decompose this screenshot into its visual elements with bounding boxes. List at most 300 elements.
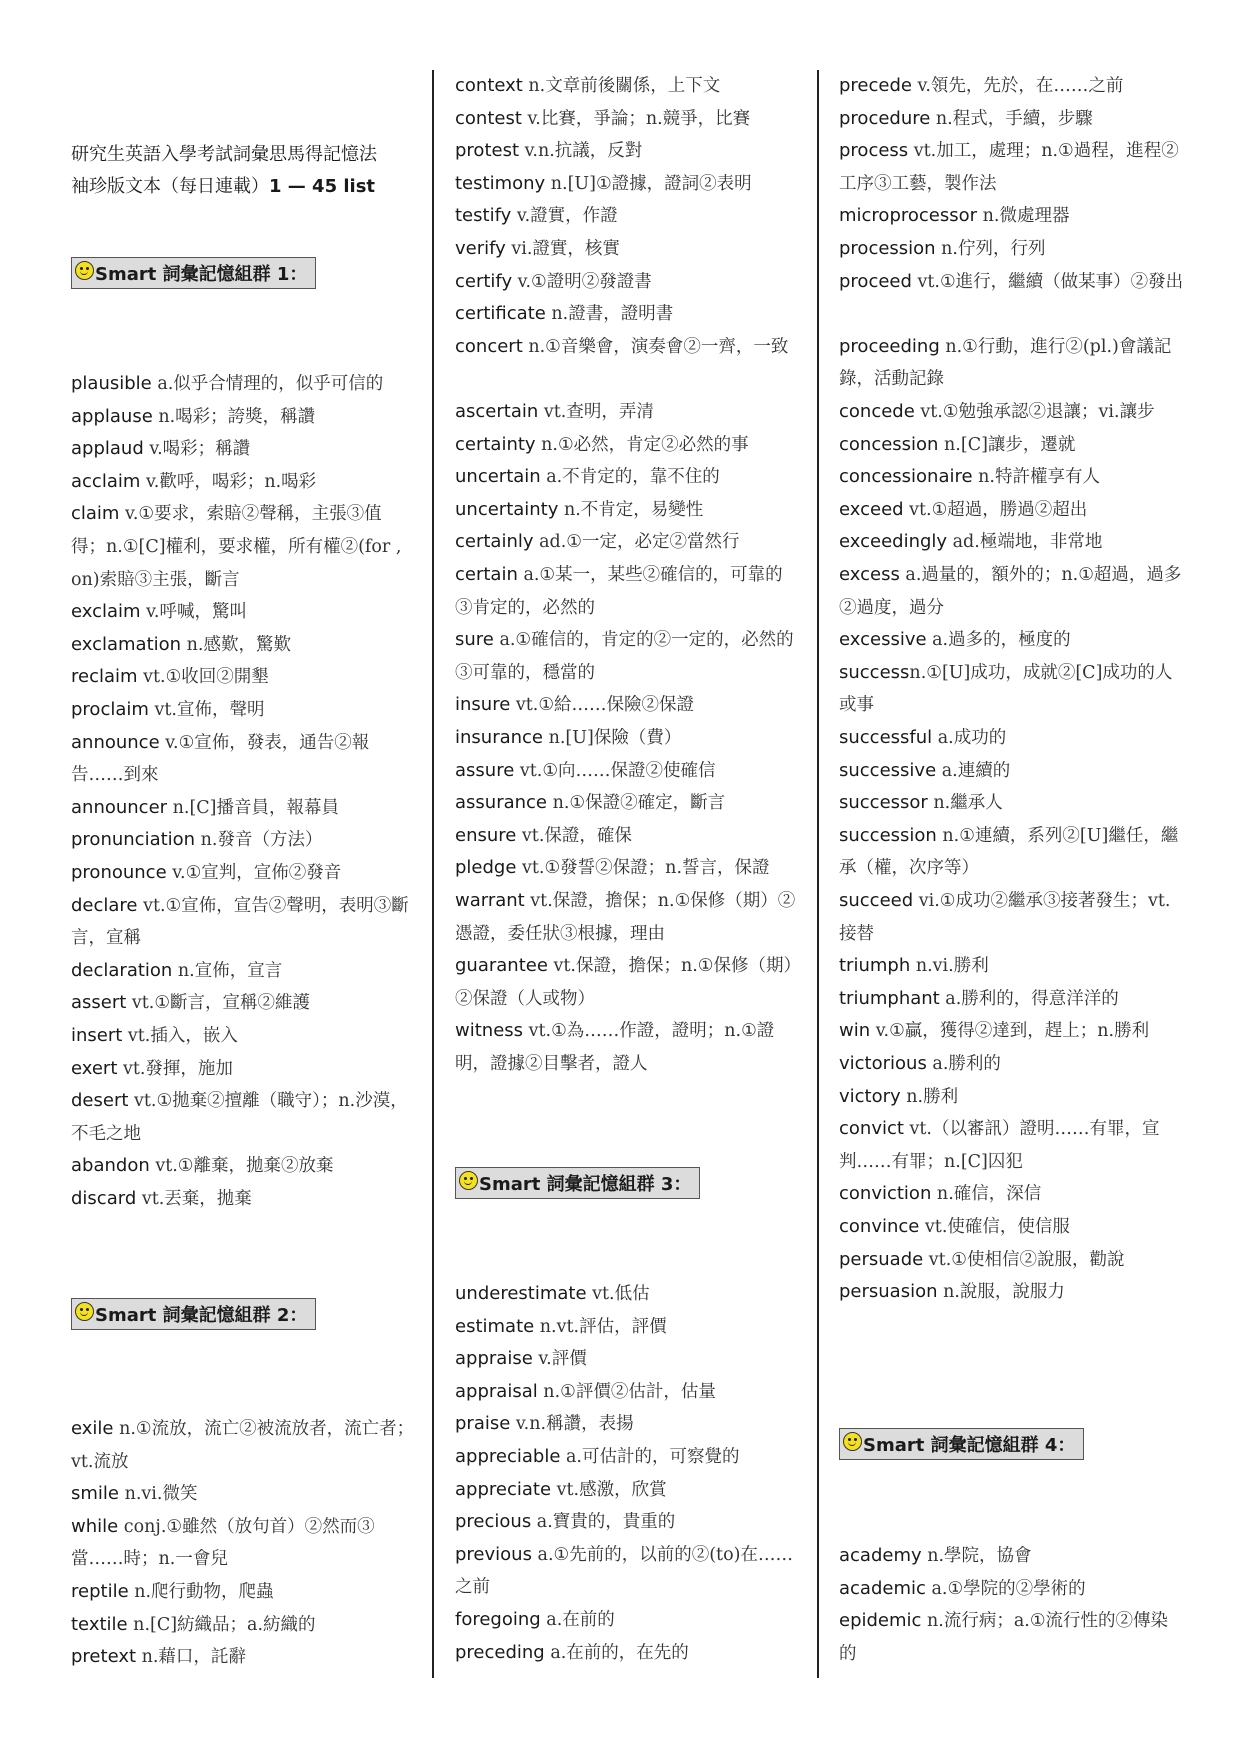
vocab-entry — [455, 755, 800, 788]
vocab-word: appraisal — [455, 1380, 538, 1402]
vocab-word: appreciate — [455, 1478, 552, 1500]
vocab-definition: a.①先前的，以前的②(to)在……之前 — [455, 1544, 793, 1598]
vocab-word: context — [455, 75, 523, 96]
vocab-definition: n.[C]紡織品；a.紡織的 — [127, 1614, 316, 1635]
vocab-entry — [455, 1376, 800, 1409]
vocab-definition: n.vt.評估，評價 — [534, 1316, 667, 1337]
vocab-entry — [455, 885, 800, 950]
vocab-definition: a.勝利的 — [926, 1054, 1001, 1074]
vocab-entry — [71, 433, 416, 466]
vocab-entry — [839, 950, 1184, 983]
vocab-entry — [455, 1408, 800, 1441]
vocab-word: triumphant — [839, 987, 940, 1009]
vocab-word: excessive — [839, 629, 927, 651]
vocab-entry — [839, 526, 1184, 559]
vocab-word: triumph — [839, 955, 911, 977]
vocab-definition: vt.①給……保險②保證 — [510, 695, 695, 716]
vocab-entry — [71, 1576, 416, 1609]
group-heading-label: Smart 詞彙記憶組群 3： — [479, 1174, 692, 1195]
vocab-entry — [455, 103, 800, 136]
vocab-definition: v.評價 — [532, 1349, 587, 1370]
vocab-entry — [455, 461, 800, 494]
vocab-definition: n.vi.勝利 — [910, 956, 989, 977]
vocab-definition: vt.（以審訊）證明……有罪，宣判……有罪；n.[C]囚犯 — [839, 1119, 1160, 1172]
vocab-entry — [839, 103, 1184, 136]
vocab-word: precede — [839, 75, 912, 96]
vocab-entry — [455, 624, 800, 689]
vocab-word: pronounce — [71, 862, 167, 883]
vocab-word: appraise — [455, 1348, 533, 1370]
vocab-definition: a.勝利的，得意洋洋的 — [939, 988, 1119, 1009]
vocab-entry — [71, 890, 416, 955]
vocab-definition: v.證實，作證 — [511, 206, 618, 227]
document-title — [71, 139, 416, 203]
vocab-entry — [455, 950, 800, 1015]
vocab-definition: vt.加工，處理；n.①過程，進程②工序③工藝，製作法 — [839, 141, 1179, 194]
vocab-word: succession — [839, 824, 937, 846]
vocab-definition: n.喝彩；誇獎，稱讚 — [152, 406, 316, 427]
vocab-word: announce — [71, 731, 160, 753]
vocab-definition: v.歡呼，喝彩；n.喝彩 — [140, 471, 317, 492]
vocab-word: sure — [455, 629, 494, 651]
vocab-word: conviction — [839, 1183, 932, 1205]
vocab-definition: n.證書，證明書 — [545, 304, 674, 325]
vocab-word: exert — [71, 1057, 118, 1079]
vocab-entry — [839, 1276, 1184, 1309]
vocab-entry — [71, 1511, 416, 1576]
vocab-definition: n.繼承人 — [927, 793, 1003, 814]
smiley-icon — [75, 1302, 94, 1321]
title-line-2-prefix: 袖珍版文本（每日連載） — [71, 176, 269, 197]
vocab-definition: a.成功的 — [932, 728, 1007, 748]
vocab-word: uncertainty — [455, 498, 559, 520]
vocab-word: ascertain — [455, 401, 539, 422]
vocab-entry — [71, 596, 416, 629]
vocab-entry — [455, 526, 800, 559]
vocab-definition: n.說服，說服力 — [937, 1282, 1065, 1303]
vocab-word: pronunciation — [71, 829, 196, 851]
vocab-definition: n.①流放，流亡②被流放者，流亡者；vt.流放 — [71, 1419, 415, 1472]
vocab-word: reptile — [71, 1581, 129, 1602]
vocab-entry — [455, 1474, 800, 1507]
vocab-word: convict — [839, 1118, 904, 1140]
vocab-definition: vt.發揮，施加 — [117, 1058, 233, 1079]
vocab-word: persuade — [839, 1248, 924, 1270]
vocab-word: exceed — [839, 498, 904, 520]
vocab-definition: a.①確信的，肯定的②一定的，必然的③可靠的，穩當的 — [455, 630, 794, 683]
title-line-1: 研究生英語入學考試詞彙思馬得記憶法 — [71, 144, 377, 165]
vocab-definition: n.[U]保險（費） — [543, 728, 682, 748]
vocab-definition: vt.保證，擔保；n.①保修（期）②憑證，委任狀③根據，理由 — [455, 891, 796, 944]
vocab-word: textile — [71, 1613, 128, 1635]
vocab-definition: ad.極端地，非常地 — [947, 532, 1103, 553]
vocab-word: testify — [455, 205, 512, 227]
vocab-entry — [71, 955, 416, 988]
vocab-definition: n.微處理器 — [977, 206, 1070, 227]
vocab-entry — [839, 983, 1184, 1016]
group-heading-1 — [71, 257, 316, 289]
vocab-entry — [71, 792, 416, 825]
vocab-entry — [839, 266, 1184, 299]
vocab-word: pretext — [71, 1646, 137, 1668]
vocab-definition: n.①行動，進行②(pl.)會議記錄，活動記錄 — [839, 336, 1172, 390]
vocab-word: concert — [455, 335, 523, 357]
vocab-word: exclamation — [71, 633, 182, 655]
title-line-2-range: 1 — 45 list — [269, 176, 376, 197]
vocab-definition: n.發音（方法） — [195, 830, 323, 851]
vocab-definition: n.勝利 — [900, 1086, 959, 1107]
group-heading-4 — [839, 1428, 1084, 1460]
vocab-entry — [71, 498, 416, 596]
vocab-definition: vt.①宣佈，宣告②聲明，表明③斷言，宣稱 — [71, 895, 409, 949]
vocab-definition: vt.①為……作證，證明；n.①證明，證據②目擊者，證人 — [455, 1021, 775, 1074]
vocab-entry — [71, 1020, 416, 1053]
vocab-word: appreciable — [455, 1446, 561, 1467]
vocab-definition: vt.①離棄，拋棄②放棄 — [149, 1156, 334, 1177]
vocab-entry — [455, 1441, 800, 1474]
vocab-entry — [71, 1150, 416, 1183]
vocab-word: testimony — [455, 172, 546, 194]
vocab-definition: a.似乎合情理的，似乎可信的 — [151, 374, 384, 394]
vocab-definition: ad.①一定，必定②當然行 — [533, 532, 740, 553]
vocab-entry — [839, 135, 1184, 200]
vocab-definition: n.文章前後關係，上下文 — [522, 76, 721, 96]
vocab-word: exceedingly — [839, 531, 948, 553]
vocab-word: succeed — [839, 890, 914, 911]
vocab-entry — [839, 787, 1184, 820]
vocab-word: verify — [455, 238, 506, 259]
vocab-word: certify — [455, 270, 513, 292]
group-heading-3 — [455, 1167, 700, 1199]
vocab-word: certainly — [455, 531, 534, 553]
vocab-definition: n.藉口，託辭 — [136, 1647, 246, 1668]
vocab-word: success — [839, 661, 910, 683]
vocab-word: academic — [839, 1577, 926, 1599]
vocab-word: uncertain — [455, 466, 541, 488]
vocab-entry — [71, 824, 416, 857]
vocab-entry — [839, 820, 1184, 885]
vocab-word: precious — [455, 1511, 532, 1533]
vocab-word: proceeding — [839, 335, 940, 357]
vocab-word: acclaim — [71, 470, 141, 492]
vocab-definition: n.①[U]成功，成就②[C]成功的人或事 — [839, 662, 1173, 716]
vocab-definition: n.[C]讓步，遷就 — [938, 434, 1076, 455]
vocab-entry — [455, 1637, 800, 1670]
vocab-definition: vt.宣佈，聲明 — [148, 700, 265, 720]
vocab-word: announcer — [71, 796, 168, 818]
vocab-definition: n.vi.微笑 — [119, 1484, 198, 1505]
vocab-entry — [455, 722, 800, 755]
vocab-entry — [455, 852, 800, 885]
vocab-entry — [839, 1048, 1184, 1081]
vocab-definition: n.感歎，驚歎 — [181, 634, 291, 655]
vocab-entry — [71, 694, 416, 727]
vocab-entry — [839, 1573, 1184, 1606]
vocab-definition: vi.①成功②繼承③接著發生；vt.接替 — [839, 891, 1171, 944]
vocab-entry — [71, 727, 416, 792]
vocab-entry — [839, 559, 1184, 624]
vocab-definition: vi.證實，核實 — [505, 239, 620, 259]
smiley-icon — [75, 261, 94, 280]
vocab-word: declare — [71, 894, 138, 916]
vocab-word: insert — [71, 1025, 123, 1046]
vocab-word: assurance — [455, 792, 548, 814]
vocab-entry — [839, 1540, 1184, 1573]
vocab-word: certificate — [455, 303, 546, 325]
vocab-entry — [455, 1015, 800, 1080]
vocab-definition: a.過量的，額外的；n.①超過，過多②過度，過分 — [839, 565, 1182, 618]
vocab-entry — [839, 461, 1184, 494]
vocab-entry — [455, 1311, 800, 1344]
vocab-entry — [455, 429, 800, 462]
vocab-word: assure — [455, 759, 515, 781]
vocab-definition: n.①必然，肯定②必然的事 — [535, 434, 749, 455]
vocab-word: academy — [839, 1545, 922, 1566]
vocab-entry — [839, 233, 1184, 266]
vocab-definition: v.呼喊，驚叫 — [140, 602, 247, 623]
vocab-word: assert — [71, 992, 127, 1014]
smiley-icon — [459, 1171, 478, 1190]
vocab-word: victory — [839, 1085, 901, 1107]
vocab-word: abandon — [71, 1155, 150, 1177]
vocab-word: win — [839, 1020, 871, 1042]
vocab-definition: vt.①發誓②保證；n.誓言，保證 — [516, 858, 770, 879]
vocab-word: warrant — [455, 890, 525, 911]
vocab-word: insurance — [455, 727, 544, 748]
vocab-definition: n.[C]播音員，報幕員 — [167, 797, 339, 818]
vocab-definition: vt.插入，嵌入 — [122, 1026, 238, 1046]
vocab-entry — [839, 494, 1184, 527]
vocab-entry — [71, 1609, 416, 1642]
vocab-entry — [71, 987, 416, 1020]
vocab-word: proclaim — [71, 699, 149, 720]
vocab-word: ensure — [455, 824, 517, 846]
vocab-definition: vt.低估 — [586, 1284, 650, 1304]
vocab-word: certain — [455, 564, 518, 585]
vocab-definition: n.①連續，系列②[U]繼任，繼承（權，次序等） — [839, 825, 1179, 879]
vocab-definition: v.比賽，爭論；n.競爭，比賽 — [521, 108, 751, 129]
vocab-definition: vt.查明，弄清 — [538, 402, 654, 422]
vocab-entry — [839, 429, 1184, 462]
vocab-word: declaration — [71, 959, 173, 981]
vocab-entry — [455, 820, 800, 853]
vocab-definition: vt.①超過，勝過②超出 — [903, 499, 1088, 520]
vocab-definition: n.程式，手續，步驟 — [930, 108, 1093, 129]
vocab-definition: a.在前的 — [540, 1610, 615, 1630]
vocab-entry — [71, 1183, 416, 1216]
vocab-word: contest — [455, 107, 522, 129]
vocab-definition: n.宣佈，宣言 — [172, 960, 283, 981]
vocab-definition: a.①學院的②學術的 — [925, 1578, 1086, 1599]
vocab-definition: n.佇列，行列 — [935, 239, 1046, 259]
vocab-word: proceed — [839, 270, 912, 292]
group-heading-label: Smart 詞彙記憶組群 2： — [95, 1305, 308, 1326]
vocab-word: praise — [455, 1413, 511, 1435]
vocab-definition: a.寶貴的，貴重的 — [531, 1512, 676, 1533]
vocab-word: reclaim — [71, 666, 138, 688]
vocab-entry — [71, 1641, 416, 1674]
vocab-definition: n.爬行動物，爬蟲 — [128, 1582, 274, 1602]
vocab-word: applaud — [71, 438, 144, 460]
vocab-definition: vt.①進行，繼續（做某事）②發出 — [911, 271, 1184, 292]
vocab-definition: vt.①拋棄②擅離（職守）；n.沙漠，不毛之地 — [71, 1091, 408, 1144]
vocab-word: witness — [455, 1020, 524, 1042]
vocab-entry — [455, 135, 800, 168]
vocab-entry — [455, 168, 800, 201]
vocab-word: excess — [839, 564, 900, 585]
vocab-definition: n.學院，協會 — [921, 1546, 1032, 1566]
vocab-entry — [71, 466, 416, 499]
vocab-definition: v.①要求，索賠②聲稱，主張③值得；n.①[C]權利，要求權，所有權②(for , on)索賠③主張，斷言 — [71, 504, 402, 590]
vocab-word: pledge — [455, 857, 517, 879]
vocab-definition: v.①贏，獲得②達到，趕上；n.勝利 — [870, 1021, 1150, 1042]
vocab-entry — [455, 396, 800, 429]
vocab-word: process — [839, 140, 909, 162]
vocab-entry — [839, 885, 1184, 950]
vocab-entry — [71, 661, 416, 694]
vocab-word: procedure — [839, 107, 931, 129]
vocab-entry — [455, 1604, 800, 1637]
vocab-definition: v.喝彩；稱讚 — [143, 439, 251, 460]
vocab-definition: vt.保證，確保 — [516, 825, 632, 846]
vocab-word: exclaim — [71, 601, 141, 623]
vocab-definition: v.n.抗議，反對 — [519, 141, 643, 162]
vocab-definition: vt.感激，欣賞 — [551, 1479, 667, 1500]
vocab-entry — [455, 494, 800, 527]
vocab-entry — [839, 1178, 1184, 1211]
vocab-word: epidemic — [839, 1610, 922, 1632]
vocab-entry — [71, 368, 416, 401]
vocab-entry — [71, 857, 416, 890]
vocab-definition: n.①保證②確定，斷言 — [547, 793, 726, 814]
vocab-entry — [839, 200, 1184, 233]
vocab-word: microprocessor — [839, 205, 978, 227]
group-heading-2 — [71, 1298, 316, 1330]
vocab-definition: n.①音樂會，演奏會②一齊，一致 — [522, 336, 789, 357]
vocab-entry — [839, 624, 1184, 657]
vocab-word: successful — [839, 727, 933, 748]
vocab-word: applause — [71, 405, 153, 427]
vocab-entry — [455, 331, 800, 364]
vocab-definition: vt.①斷言，宣稱②維護 — [126, 993, 311, 1014]
vocab-word: foregoing — [455, 1609, 541, 1630]
vocab-definition: v.①宣判，宣佈②發音 — [166, 863, 342, 883]
vocab-definition: n.①評價②估計，估量 — [537, 1381, 716, 1402]
vocab-definition: vt.①向……保證②使確信 — [514, 760, 716, 781]
vocab-entry — [455, 559, 800, 624]
vocab-definition: v.①宣佈，發表，通告②報告……到來 — [71, 732, 370, 786]
vocab-definition: vt.①使相信②說服，勸說 — [923, 1249, 1125, 1270]
vocab-word: successive — [839, 759, 937, 781]
column-divider — [432, 70, 434, 1678]
vocab-entry — [839, 722, 1184, 755]
vocab-word: discard — [71, 1188, 137, 1209]
vocab-entry — [839, 1244, 1184, 1277]
vocab-entry — [839, 1113, 1184, 1178]
vocab-word: insure — [455, 694, 511, 716]
vocab-entry — [839, 657, 1184, 722]
vocab-entry — [455, 1539, 800, 1604]
vocab-entry — [455, 298, 800, 331]
vocab-entry — [839, 1015, 1184, 1048]
vocab-entry — [455, 233, 800, 266]
vocab-definition: vt.①勉強承認②退讓；vi.讓步 — [914, 402, 1155, 422]
vocab-word: concede — [839, 401, 915, 422]
vocab-entry — [839, 70, 1184, 103]
group-heading-label: Smart 詞彙記憶組群 4： — [863, 1435, 1076, 1456]
vocab-entry — [839, 755, 1184, 788]
vocab-definition: v.n.稱讚，表揚 — [510, 1414, 634, 1435]
vocab-word: victorious — [839, 1053, 927, 1074]
vocab-definition: vt.保證，擔保；n.①保修（期）②保證（人或物） — [455, 956, 793, 1009]
vocab-entry — [839, 1211, 1184, 1244]
vocab-entry — [71, 629, 416, 662]
vocab-definition: a.不肯定的，靠不住的 — [540, 467, 720, 488]
vocab-definition: a.①某一，某些②確信的，可靠的③肯定的，必然的 — [455, 565, 783, 618]
vocab-definition: conj.①雖然（放句首）②然而③當……時；n.一會兒 — [71, 1516, 375, 1570]
vocab-word: claim — [71, 503, 120, 525]
smiley-icon — [843, 1432, 862, 1451]
vocab-word: previous — [455, 1543, 532, 1565]
vocab-definition: n.[U]①證據，證詞②表明 — [545, 173, 752, 194]
vocab-entry — [455, 1278, 800, 1311]
vocab-word: certainty — [455, 433, 536, 455]
vocab-word: convince — [839, 1216, 920, 1237]
vocab-entry — [839, 396, 1184, 429]
vocab-entry — [839, 1605, 1184, 1670]
vocab-entry — [71, 1478, 416, 1511]
vocab-entry — [71, 1053, 416, 1086]
column-divider — [817, 70, 819, 1678]
vocab-definition: n.特許權享有人 — [972, 467, 1100, 488]
vocab-entry — [455, 70, 800, 103]
vocab-definition: a.過多的，極度的 — [926, 630, 1071, 651]
vocab-entry — [71, 401, 416, 434]
vocab-entry — [455, 1343, 800, 1376]
vocab-definition: a.連續的 — [936, 760, 1011, 781]
vocab-definition: v.領先，先於，在……之前 — [911, 76, 1124, 96]
vocab-word: preceding — [455, 1641, 545, 1663]
vocab-entry — [455, 200, 800, 233]
vocab-definition: n.不肯定，易變性 — [558, 499, 704, 520]
vocab-definition: vt.①收回②開墾 — [137, 667, 269, 688]
vocab-entry — [839, 1081, 1184, 1114]
vocab-word: desert — [71, 1090, 129, 1112]
vocab-definition: a.在前的，在先的 — [544, 1642, 689, 1663]
vocab-word: smile — [71, 1483, 119, 1505]
vocab-word: concession — [839, 433, 939, 455]
vocab-word: protest — [455, 140, 520, 162]
vocab-word: estimate — [455, 1315, 535, 1337]
vocab-word: procession — [839, 238, 936, 259]
vocab-word: exile — [71, 1418, 114, 1439]
vocab-entry — [71, 1085, 416, 1150]
vocab-entry — [455, 1506, 800, 1539]
title-line-2 — [71, 171, 416, 203]
vocab-entry — [455, 689, 800, 722]
vocab-entry — [71, 1413, 416, 1478]
vocab-word: guarantee — [455, 955, 548, 977]
vocab-definition: n.確信，深信 — [931, 1184, 1042, 1205]
vocab-definition: vt.使確信，使信服 — [919, 1217, 1070, 1237]
vocab-entry — [839, 331, 1184, 396]
vocab-word: plausible — [71, 373, 152, 394]
vocab-word: successor — [839, 792, 928, 814]
vocab-entry — [455, 787, 800, 820]
vocab-word: underestimate — [455, 1283, 587, 1304]
vocab-entry — [455, 266, 800, 299]
vocab-definition: vt.丟棄，拋棄 — [136, 1189, 252, 1209]
